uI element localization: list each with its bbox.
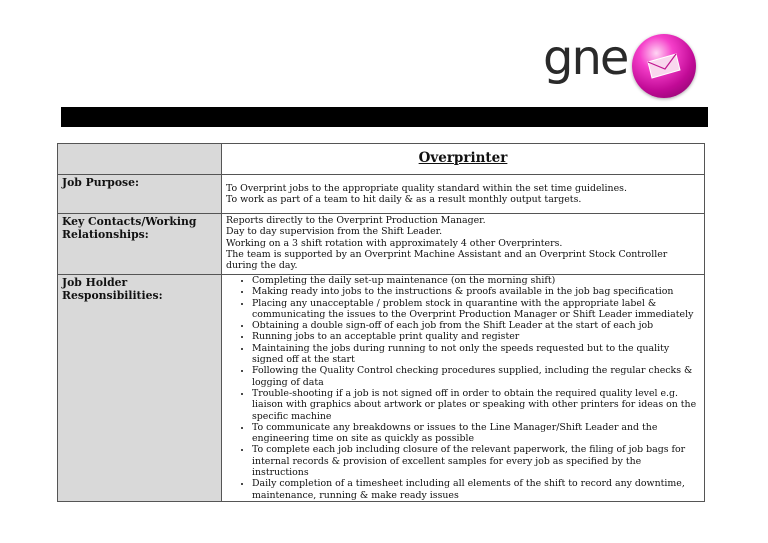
list-item: • Daily completion of a timesheet including all elements of the shift to record any downtime, maintenance, running & make ready issues (252, 478, 700, 501)
responsibilities-label: Job Holder Responsibilities: (58, 275, 222, 502)
list-item: • Making ready into jobs to the instructions & proofs available in the job bag specification (252, 286, 700, 297)
key-contacts-label: Key Contacts/Working Relationships: (58, 214, 222, 275)
list-item: • Following the Quality Control checking procedures supplied, including the regular checks & logging of data (252, 365, 700, 388)
purpose-line: To Overprint jobs to the appropriate quality standard within the set time guidelines. (226, 182, 627, 194)
list-item: • Maintaining the jobs during running to not only the speeds requested but to the quality signed off at the start (252, 343, 700, 366)
list-item: • Completing the daily set-up maintenance (on the morning shift) (252, 275, 700, 286)
logo-wordmark: gne (543, 30, 628, 86)
contacts-line: Working on a 3 shift rotation with approximately 4 other Overprinters. (226, 237, 563, 249)
title-row (58, 144, 705, 175)
list-item: • To complete each job including closure of the relevant paperwork, the filing of job bags for internal records & provision of excellent samples for every job as specified by the instructions (252, 444, 700, 478)
responsibilities-list (226, 275, 700, 501)
list-item: • Trouble-shooting if a job is not signed off in order to obtain the required quality level e.g. liaison with graphics about artwork or plates or speaking with other printers for ideas on the specific machine (252, 388, 700, 422)
job-purpose-value (222, 175, 705, 214)
purpose-line: To work as part of a team to hit daily & as a result monthly output targets. (226, 194, 582, 205)
responsibilities-value (222, 275, 705, 502)
key-contacts-value (222, 214, 705, 275)
job-title: Overprinter (418, 149, 508, 166)
contacts-line: The team is supported by an Overprint Machine Assistant and an Overprint Stock Controller during the day. (226, 248, 668, 272)
list-item: • Running jobs to an acceptable print quality and register (252, 331, 700, 342)
title-label-cell (58, 144, 222, 175)
job-purpose-row (58, 175, 705, 214)
title-cell (222, 144, 705, 175)
header-band (61, 107, 708, 127)
job-description-table (57, 143, 705, 502)
job-purpose-label: Job Purpose: (58, 175, 222, 214)
responsibilities-row (58, 275, 705, 502)
contacts-line: Day to day supervision from the Shift Leader. (226, 226, 443, 238)
list-item: • To communicate any breakdowns or issues to the Line Manager/Shift Leader and the engineering time on site as quickly as possible (252, 422, 700, 445)
list-item: • Obtaining a double sign-off of each job from the Shift Leader at the start of each job (252, 320, 700, 331)
list-item: • Placing any unacceptable / problem stock in quarantine with the appropriate label & communicating the issues to the Overprint Production Manager or Shift Leader immediately (252, 298, 700, 321)
company-logo (540, 28, 700, 100)
key-contacts-row (58, 214, 705, 275)
envelope-icon (646, 52, 682, 80)
logo-ball (632, 34, 696, 98)
contacts-line: Reports directly to the Overprint Production Manager. (226, 215, 486, 226)
